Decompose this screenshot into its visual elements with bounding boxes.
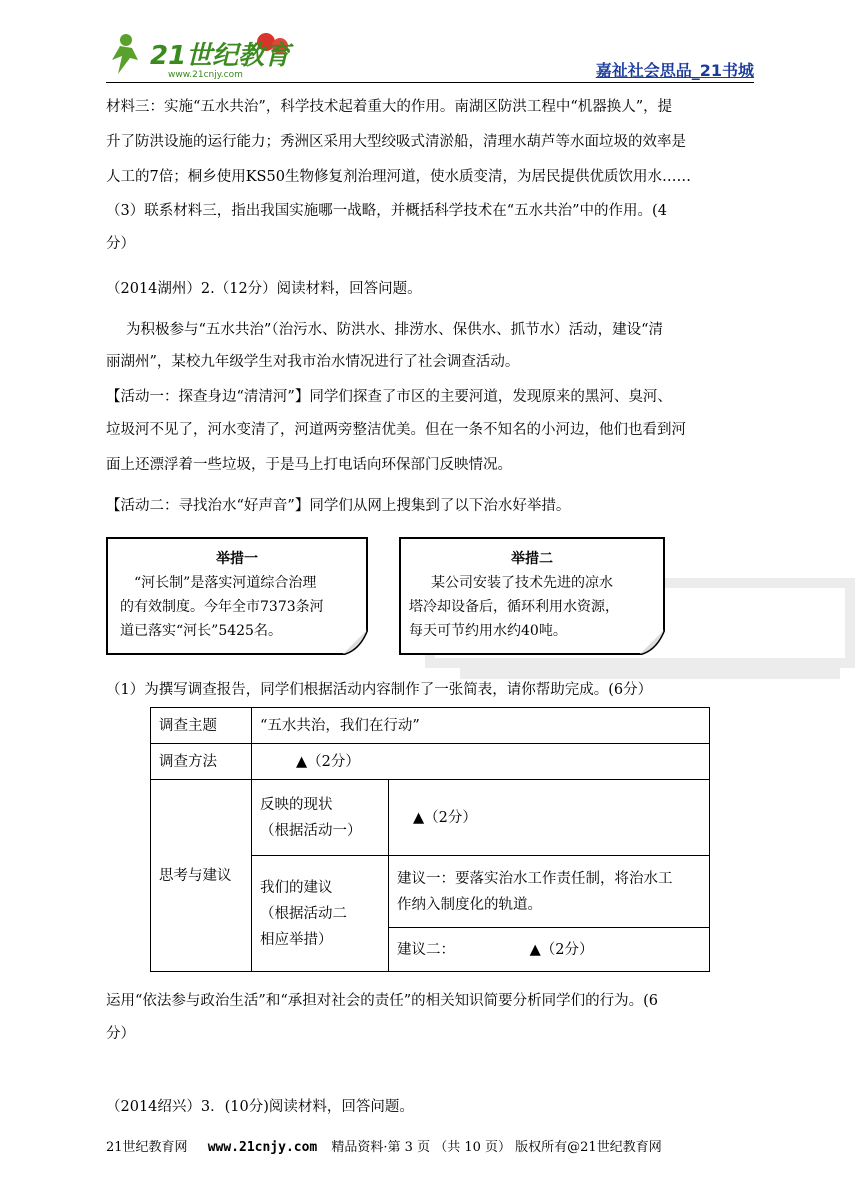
table-row <box>151 708 710 744</box>
problem-3-heading: （2014绍兴）3．(10分)阅读材料，回答问题。 <box>106 1099 414 1115</box>
survey-method-label: 调查方法 <box>151 744 252 780</box>
question-2-line-1: 运用“依法参与政治生活”和“承担对社会的责任”的相关知识简要分析同学们的行为。(6 <box>106 993 659 1009</box>
page-footer <box>106 1136 756 1155</box>
table-row <box>151 744 710 780</box>
measure-2-box <box>399 537 665 655</box>
reflection-label: 思考与建议 <box>151 780 252 972</box>
logo-title: 21世纪教育 <box>150 41 291 71</box>
question-2-line-2: 分） <box>106 1026 135 1042</box>
suggestion-2[interactable] <box>389 928 710 972</box>
measure-2-title: 举措二 <box>511 551 553 567</box>
suggestion-label-line-1: 我们的建议 <box>260 879 333 896</box>
problem-2-heading: （2014湖州）2.（12分）阅读材料，回答问题。 <box>106 281 422 297</box>
suggestion-1 <box>389 856 710 928</box>
material-3-line-1: 材料三：实施“五水共治”，科学技术起着重大的作用。南湖区防洪工程中“机器换人”，提 <box>106 99 673 115</box>
site-logo <box>106 30 296 82</box>
page-curl-icon <box>639 629 665 655</box>
current-status-label-line-2: （根据活动一） <box>260 822 362 839</box>
header-divider <box>106 82 754 83</box>
survey-topic-label: 调查主题 <box>151 708 252 744</box>
material-3-line-3: 人工的7倍；桐乡使用KS50生物修复剂治理河道，使水质变清，为居民提供优质饮用水…… <box>106 169 691 185</box>
suggestion-label-line-2: （根据活动二 <box>260 905 347 922</box>
suggestion-2-answer[interactable]: ▲（2分） <box>529 941 594 958</box>
measure-2-line-3: 每天可节约用水约40吨。 <box>409 623 567 639</box>
suggestion-label-line-3: 相应举措） <box>260 931 333 948</box>
page-curl-icon <box>342 629 368 655</box>
measure-2-line-2: 塔冷却设备后，循环利用水资源， <box>409 599 619 615</box>
survey-topic-value: “五水共治，我们在行动” <box>252 708 710 744</box>
question-1-prompt: （1）为撰写调查报告，同学们根据活动内容制作了一张简表，请你帮助完成。(6分） <box>106 682 653 698</box>
activity-2-line: 【活动二：寻找治水“好声音”】同学们从网上搜集到了以下治水好举措。 <box>106 498 571 514</box>
survey-method-answer[interactable]: ▲（2分） <box>252 744 710 780</box>
current-status-label <box>252 780 389 856</box>
bookstore-link[interactable]: 嘉祉社会思品_21书城 <box>595 61 754 80</box>
measure-1-title: 举措一 <box>216 551 258 567</box>
measure-1-line-3: 道已落实“河长”5425名。 <box>120 623 282 639</box>
footer-site: 21世纪教育网 <box>106 1140 188 1155</box>
intro-line-1: 为积极参与“五水共治”（治污水、防洪水、排涝水、保供水、抓节水）活动，建设“清 <box>126 322 663 338</box>
table-row <box>151 780 710 856</box>
activity-1-line-2: 垃圾河不见了，河水变清了，河道两旁整洁优美。但在一条不知名的小河边，他们也看到河 <box>106 422 686 438</box>
measure-2-line-1: 某公司安装了技术先进的凉水 <box>431 575 613 591</box>
footer-url[interactable]: www.21cnjy.com <box>207 1140 318 1155</box>
activity-1-line-3: 面上还漂浮着一些垃圾，于是马上打电话向环保部门反映情况。 <box>106 457 512 473</box>
suggestion-label <box>252 856 389 972</box>
question-3-line-2: 分） <box>106 236 135 252</box>
logo-url: www.21cnjy.com <box>168 70 243 80</box>
intro-line-2: 丽湖州”，某校九年级学生对我市治水情况进行了社会调查活动。 <box>106 354 520 370</box>
measure-1-box <box>106 537 368 655</box>
footer-info: 精品资料·第 3 页 （共 10 页） 版权所有@21世纪教育网 <box>331 1140 662 1155</box>
suggestion-2-label: 建议二： <box>397 941 455 958</box>
question-3-line-1: （3）联系材料三，指出我国实施哪一战略，并概括科学技术在“五水共治”中的作用。(4 <box>106 203 667 219</box>
measure-1-line-1: “河长制”是落实河道综合治理 <box>134 575 317 591</box>
measure-1-line-2: 的有效制度。今年全市7373条河 <box>120 599 324 615</box>
current-status-label-line-1: 反映的现状 <box>260 796 333 813</box>
suggestion-1-line-2: 作纳入制度化的轨道。 <box>397 896 542 913</box>
current-status-answer[interactable]: ▲（2分） <box>389 780 710 856</box>
material-3-line-2: 升了防洪设施的运行能力；秀洲区采用大型绞吸式清淤船，清理水葫芦等水面垃圾的效率是 <box>106 134 686 150</box>
survey-table <box>150 707 710 972</box>
suggestion-1-line-1: 建议一：要落实治水工作责任制，将治水工 <box>397 870 673 887</box>
activity-1-line-1: 【活动一：探查身边“清清河”】同学们探查了市区的主要河道，发现原来的黑河、臭河、 <box>106 389 672 405</box>
